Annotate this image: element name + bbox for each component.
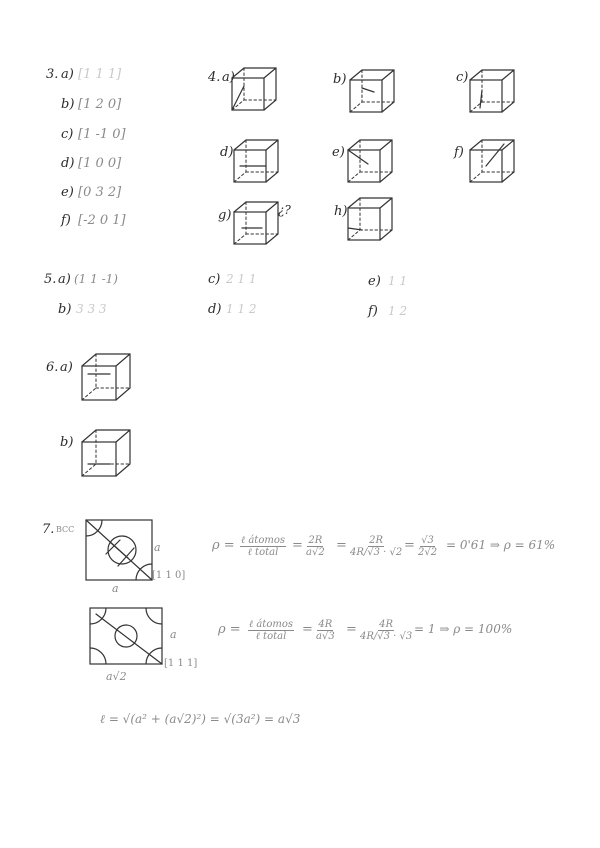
q4e-label: e) [332,145,345,160]
eq2-frac3-den: 4R/√3 · √3 [360,631,413,642]
eq1-frac3-num: 2R [369,535,384,546]
eq2-frac2-den: a√3 [316,631,335,642]
q5c-value: 2 1 1 [226,272,257,286]
eq1-frac2-den: a√2 [306,547,325,558]
q3a-label: a) [61,67,74,82]
q3b-value: [1 2 0] [78,97,122,112]
q4f-cube-drawing [468,138,518,186]
eq3-diagonal: ℓ = √(a² + (a√2)²) = √(3a²) = a√3 [100,712,301,726]
eq1-frac2 [306,535,325,558]
q3b-label: b) [61,97,75,112]
q4d-cube-drawing [232,138,282,186]
eq2-frac3-num: 4R [379,619,394,630]
q3e-label: e) [61,185,74,200]
q3e-value: [0 3 2] [78,185,122,200]
q7-d1-side: a [154,541,161,554]
q5b-value: 3 3 3 [76,302,107,316]
q4d-label: d) [220,145,234,160]
q4h-cube-drawing [346,196,396,244]
q5-number: 5. [44,272,57,287]
q6b-cube-drawing [80,428,134,480]
q3a-value: [1 1 1] [78,67,122,82]
eq2-frac1-den: ℓ total [255,631,287,642]
q4b-label: b) [333,72,347,87]
q5b-label: b) [58,302,72,317]
q6a-cube-drawing [80,352,134,404]
q4f-label: f) [454,145,464,160]
eq1-result: = 0'61 ⇒ ρ = 61% [446,538,556,552]
q4a-label: a) [222,70,235,85]
q5e-value: 1 1 [388,274,408,288]
eq1-frac3 [350,535,402,558]
q4-number: 4. [208,70,221,85]
q5e-label: e) [368,274,381,289]
eq1-frac4-den: 2√2 [418,547,438,558]
q6a-label: a) [60,360,73,375]
q7-d1-bottom: a [112,582,119,595]
q3f-value: [-2 0 1] [78,213,126,228]
q7-d2-bottom: a√2 [106,670,127,683]
q3-number: 3. [46,67,59,82]
q7-d1-direction: [1 1 0] [152,570,186,581]
q6b-label: b) [60,435,74,450]
eq2-eq2: = [346,622,357,637]
q3c-value: [1 -1 0] [78,127,126,142]
eq2-frac1 [248,619,294,642]
eq2-lhs: ρ = [218,622,241,637]
q4a-cube-drawing [230,66,280,114]
q7-plane2-diagram [88,606,168,668]
q4c-label: c) [456,70,469,85]
eq2-frac2-num: 4R [318,619,333,630]
q5f-label: f) [368,304,378,319]
eq2-frac2 [316,619,335,642]
eq2-frac1-num: ℓ átomos [249,619,293,630]
q7-d2-side: a [170,628,177,641]
q4c-cube-drawing [468,68,518,116]
q3c-label: c) [61,127,74,142]
eq1-frac1 [240,535,286,558]
eq1-frac4 [418,535,437,558]
q3d-label: d) [61,156,75,171]
eq1-frac1-num: ℓ átomos [241,535,285,546]
q4e-cube-drawing [346,138,396,186]
q5c-label: c) [208,272,221,287]
q7-plane1-diagram [84,518,156,584]
q7-tag: BCC [56,525,75,534]
eq1-frac3-den: 4R/√3 · √2 [350,547,403,558]
eq1-lhs: ρ = [212,538,235,553]
eq1-frac1-den: ℓ total [247,547,279,558]
q4g-label: g) [218,208,232,223]
eq1-frac2-num: 2R [308,535,323,546]
q5f-value: 1 2 [388,304,408,318]
q5d-value: 1 1 2 [226,302,257,316]
q4b-cube-drawing [348,68,398,116]
q5a-value: (1 1 -1) [74,272,118,286]
q6-number: 6. [46,360,59,375]
q4g-note: ¿? [278,203,291,217]
eq2-eq1: = [302,622,313,637]
eq1-eq1: = [292,538,303,553]
q7-d2-direction: [1 1 1] [164,658,198,669]
eq2-result: = 1 ⇒ ρ = 100% [414,622,513,636]
eq1-frac4-num: √3 [421,535,434,546]
eq2-frac3 [360,619,412,642]
eq1-eq2: = [336,538,347,553]
q7-number: 7. [42,522,55,537]
q3d-value: [1 0 0] [78,156,122,171]
q3f-label: f) [61,213,71,228]
q4h-label: h) [334,204,348,219]
q5a-label: a) [58,272,71,287]
q4g-cube-drawing [232,200,282,248]
eq1-eq3: = [404,538,415,553]
q5d-label: d) [208,302,222,317]
